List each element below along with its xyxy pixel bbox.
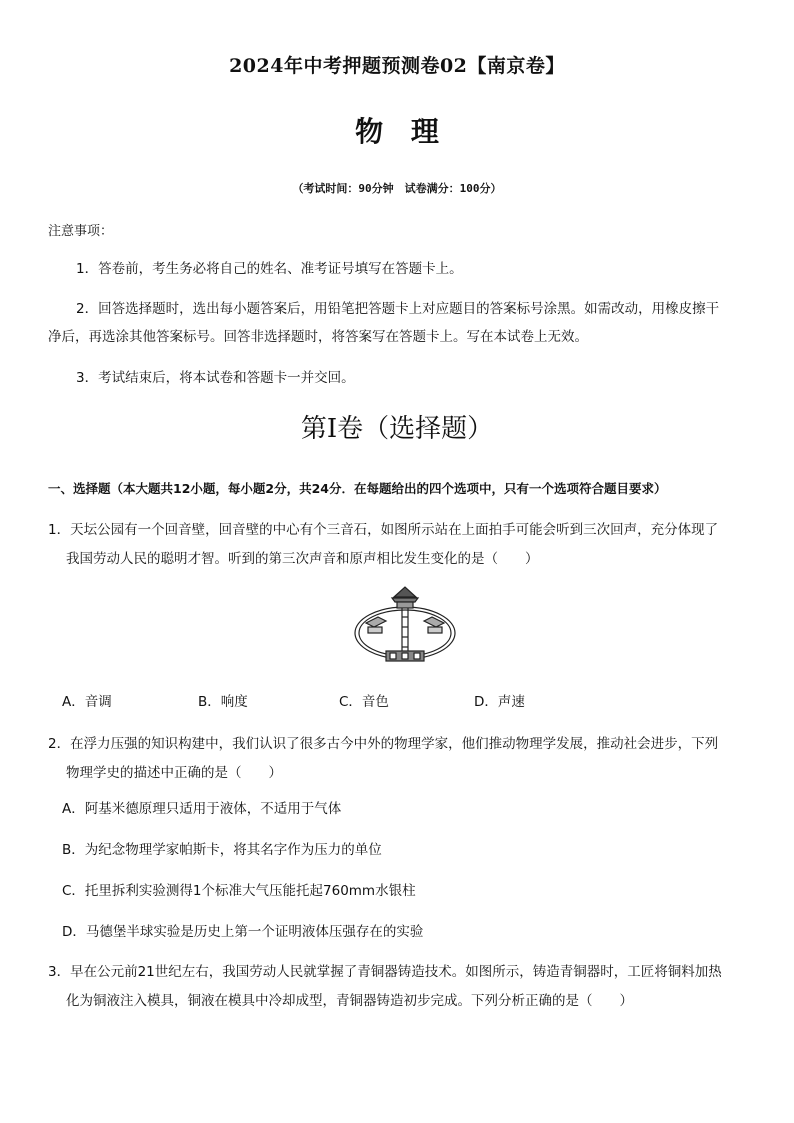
question-text: 天坛公园有一个回音壁，回音壁的中心有个三音石，如图所示站在上面拍手可能会听到三次回声，充分体现了 [70, 522, 719, 538]
q1-option-b: B．响度 [198, 694, 248, 710]
question-2 [48, 730, 748, 788]
q2-option-d: D．马德堡半球实验是历史上第一个证明液体压强存在的实验 [62, 924, 424, 940]
question-number: 2． [48, 736, 71, 752]
question-text-cont: 物理学史的描述中正确的是（ ） [66, 765, 282, 781]
question-number: 1． [48, 522, 71, 538]
q1-option-a: A．音调 [62, 694, 112, 710]
q1-option-d: D．声速 [474, 694, 525, 710]
notice-item-3: 3．考试结束后，将本试卷和答题卡一并交回。 [76, 370, 355, 386]
notice-item-1: 1．答卷前，考生务必将自己的姓名、准考证号填写在答题卡上。 [76, 261, 463, 277]
question-text-cont: 我国劳动人民的聪明才智。听到的第三次声音和原声相比发生变化的是（ ） [66, 551, 539, 567]
part-heading: 一、选择题（本大题共12小题，每小题2分，共24分．在每题给出的四个选项中，只有一个选项符合题目要求） [48, 481, 667, 496]
notice-item-2-cont: 净后，再选涂其他答案标号。回答非选择题时，将答案写在答题卡上。写在本试卷上无效。 [48, 329, 588, 345]
q2-option-b: B．为纪念物理学家帕斯卡，将其名字作为压力的单位 [62, 842, 382, 858]
notice-item-2: 2．回答选择题时，选出每小题答案后，用铅笔把答题卡上对应题目的答案标号涂黑。如需改动，用橡皮擦干 [76, 301, 720, 317]
q2-option-a: A．阿基米德原理只适用于液体，不适用于气体 [62, 801, 342, 817]
exam-title: 2024年中考押题预测卷02【南京卷】 [229, 55, 565, 77]
question-text-cont: 化为铜液注入模具，铜液在模具中冷却成型，青铜器铸造初步完成。下列分析正确的是（ ） [66, 993, 633, 1009]
subject-title: 物 理 [355, 115, 439, 148]
question-text: 在浮力压强的知识构建中，我们认识了很多古今中外的物理学家，他们推动物理学发展，推动社会进步，下列 [70, 736, 719, 752]
question-1 [48, 516, 748, 574]
echo-wall-figure [350, 583, 460, 671]
q2-option-c: C．托里拆利实验测得1个标准大气压能托起760mm水银柱 [62, 883, 416, 899]
section-title: 第Ⅰ卷（选择题） [300, 414, 494, 444]
question-3 [48, 958, 748, 1016]
question-text: 早在公元前21世纪左右，我国劳动人民就掌握了青铜器铸造技术。如图所示，铸造青铜器时，工匠将铜料加热 [70, 964, 722, 980]
exam-info: （考试时间：90分钟 试卷满分：100分） [292, 182, 502, 195]
question-number: 3． [48, 964, 71, 980]
q1-option-c: C．音色 [339, 694, 389, 710]
notice-heading: 注意事项： [48, 224, 114, 239]
